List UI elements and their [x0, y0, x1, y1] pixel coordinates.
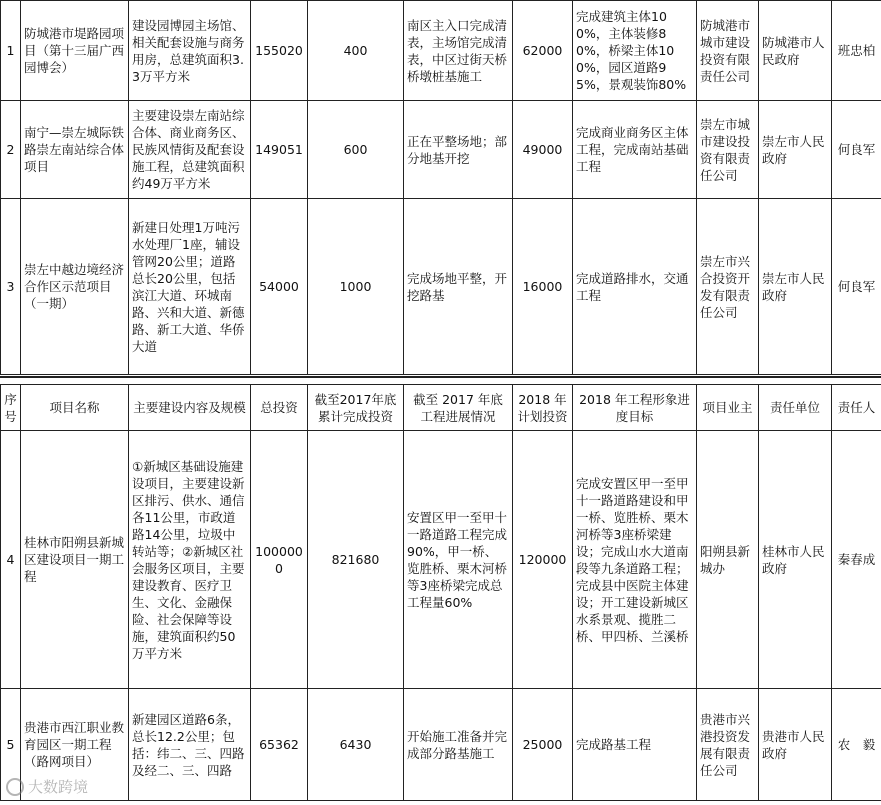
header-owner: 项目业主 [697, 385, 759, 431]
table-row [1, 101, 881, 199]
cell-done: 400 [308, 1, 404, 101]
cell-target: 完成安置区甲一至甲十一路道路建设和甲一桥、览胜桥、栗木河桥等3座桥梁建设；完成山水大道南段等九条道路工程；完成县中医院主体建设；开工建设新城区水系景观、揽胜二桥、甲四桥、兰溪桥 [573, 431, 697, 689]
header-plan: 2018 年计划投资 [513, 385, 573, 431]
cell-plan: 49000 [513, 101, 573, 199]
table-row [1, 689, 881, 801]
cell-target: 完成路基工程 [573, 689, 697, 801]
header-done: 截至2017年底累计完成投资 [308, 385, 404, 431]
cell-name: 防城港市堤路园项目（第十三届广西园博会） [21, 1, 129, 101]
cell-content: 新建园区道路6条，总长12.2公里；包括：纬二、三、四路及经二、三、四路 [129, 689, 251, 801]
cell-done: 6430 [308, 689, 404, 801]
header-seq: 序号 [1, 385, 21, 431]
cell-unit: 防城港市人民政府 [759, 1, 832, 101]
cell-content: ①新城区基础设施建设项目，主要建设新区排污、供水、通信各11公里，市政道路14公里，垃圾中转站等；②新城区社会服务区项目，主要建设教育、医疗卫生、文化、金融保险、社会保障等设施，建筑面积约50万平方米 [129, 431, 251, 689]
cell-content: 主要建设崇左南站综合体、商业商务区、民族风情街及配套设施工程，总建筑面积约49万平方米 [129, 101, 251, 199]
cell-seq: 5 [1, 689, 21, 801]
cell-total: 65362 [251, 689, 308, 801]
cell-target: 完成建筑主体100%，主体装修80%，桥梁主体100%，园区道路95%，景观装饰80% [573, 1, 697, 101]
cell-name: 桂林市阳朔县新城区建设项目一期工程 [21, 431, 129, 689]
cell-unit: 贵港市人民政府 [759, 689, 832, 801]
cell-owner: 崇左市城市建设投资有限责任公司 [697, 101, 759, 199]
cell-total: 149051 [251, 101, 308, 199]
cell-seq: 4 [1, 431, 21, 689]
project-table-top [0, 0, 881, 375]
cell-name: 贵港市西江职业教育园区一期工程（路网项目） [21, 689, 129, 801]
header-progress: 截至 2017 年底工程进展情况 [404, 385, 513, 431]
cell-progress: 正在平整场地；部分地基开挖 [404, 101, 513, 199]
cell-plan: 25000 [513, 689, 573, 801]
cell-person: 秦春成 [832, 431, 881, 689]
cell-progress: 完成场地平整，开挖路基 [404, 199, 513, 375]
table-row [1, 199, 881, 375]
cell-owner: 崇左市兴合投资开发有限责任公司 [697, 199, 759, 375]
cell-owner: 防城港市城市建设投资有限责任公司 [697, 1, 759, 101]
table-header-row [1, 385, 881, 431]
divider [0, 376, 881, 378]
project-table-bottom [0, 384, 881, 801]
cell-person: 班忠柏 [832, 1, 881, 101]
header-name: 项目名称 [21, 385, 129, 431]
cell-done: 1000 [308, 199, 404, 375]
cell-total: 1000000 [251, 431, 308, 689]
cell-person: 何良军 [832, 199, 881, 375]
header-unit: 责任单位 [759, 385, 832, 431]
header-person: 责任人 [832, 385, 881, 431]
header-content: 主要建设内容及规模 [129, 385, 251, 431]
table-row [1, 431, 881, 689]
cell-plan: 62000 [513, 1, 573, 101]
cell-seq: 1 [1, 1, 21, 101]
cell-person: 何良军 [832, 101, 881, 199]
cell-seq: 2 [1, 101, 21, 199]
cell-total: 155020 [251, 1, 308, 101]
cell-progress: 南区主入口完成清表，主场馆完成清表，中区过街天桥桥墩桩基施工 [404, 1, 513, 101]
cell-target: 完成商业商务区主体工程，完成南站基础工程 [573, 101, 697, 199]
watermark-text: 大数跨境 [28, 778, 89, 796]
watermark [6, 776, 88, 797]
cell-content: 建设园博园主场馆、相关配套设施与商务用房，总建筑面积3.3万平方米 [129, 1, 251, 101]
cell-seq: 3 [1, 199, 21, 375]
cell-total: 54000 [251, 199, 308, 375]
cell-plan: 16000 [513, 199, 573, 375]
cell-progress: 安置区甲一至甲十一路道路工程完成90%，甲一桥、览胜桥、栗木河桥等3座桥梁完成总工程量60% [404, 431, 513, 689]
cell-person: 农 毅 [832, 689, 881, 801]
cell-unit: 桂林市人民政府 [759, 431, 832, 689]
cell-name: 南宁—崇左城际铁路崇左南站综合体项目 [21, 101, 129, 199]
header-total: 总投资 [251, 385, 308, 431]
header-target: 2018 年工程形象进度目标 [573, 385, 697, 431]
cell-content: 新建日处理1万吨污水处理厂1座，辅设管网20公里；道路总长20公里，包括滨江大道、环城南路、兴和大道、新德路、新工大道、华侨大道 [129, 199, 251, 375]
cell-done: 600 [308, 101, 404, 199]
cell-name: 崇左中越边境经济合作区示范项目（一期） [21, 199, 129, 375]
cell-done: 821680 [308, 431, 404, 689]
cell-unit: 崇左市人民政府 [759, 199, 832, 375]
cell-owner: 阳朔县新城办 [697, 431, 759, 689]
table-row [1, 1, 881, 101]
cell-progress: 开始施工准备并完成部分路基施工 [404, 689, 513, 801]
cell-plan: 120000 [513, 431, 573, 689]
cell-owner: 贵港市兴港投资发展有限责任公司 [697, 689, 759, 801]
cell-target: 完成道路排水，交通工程 [573, 199, 697, 375]
cell-unit: 崇左市人民政府 [759, 101, 832, 199]
circle-logo-icon [6, 778, 24, 796]
